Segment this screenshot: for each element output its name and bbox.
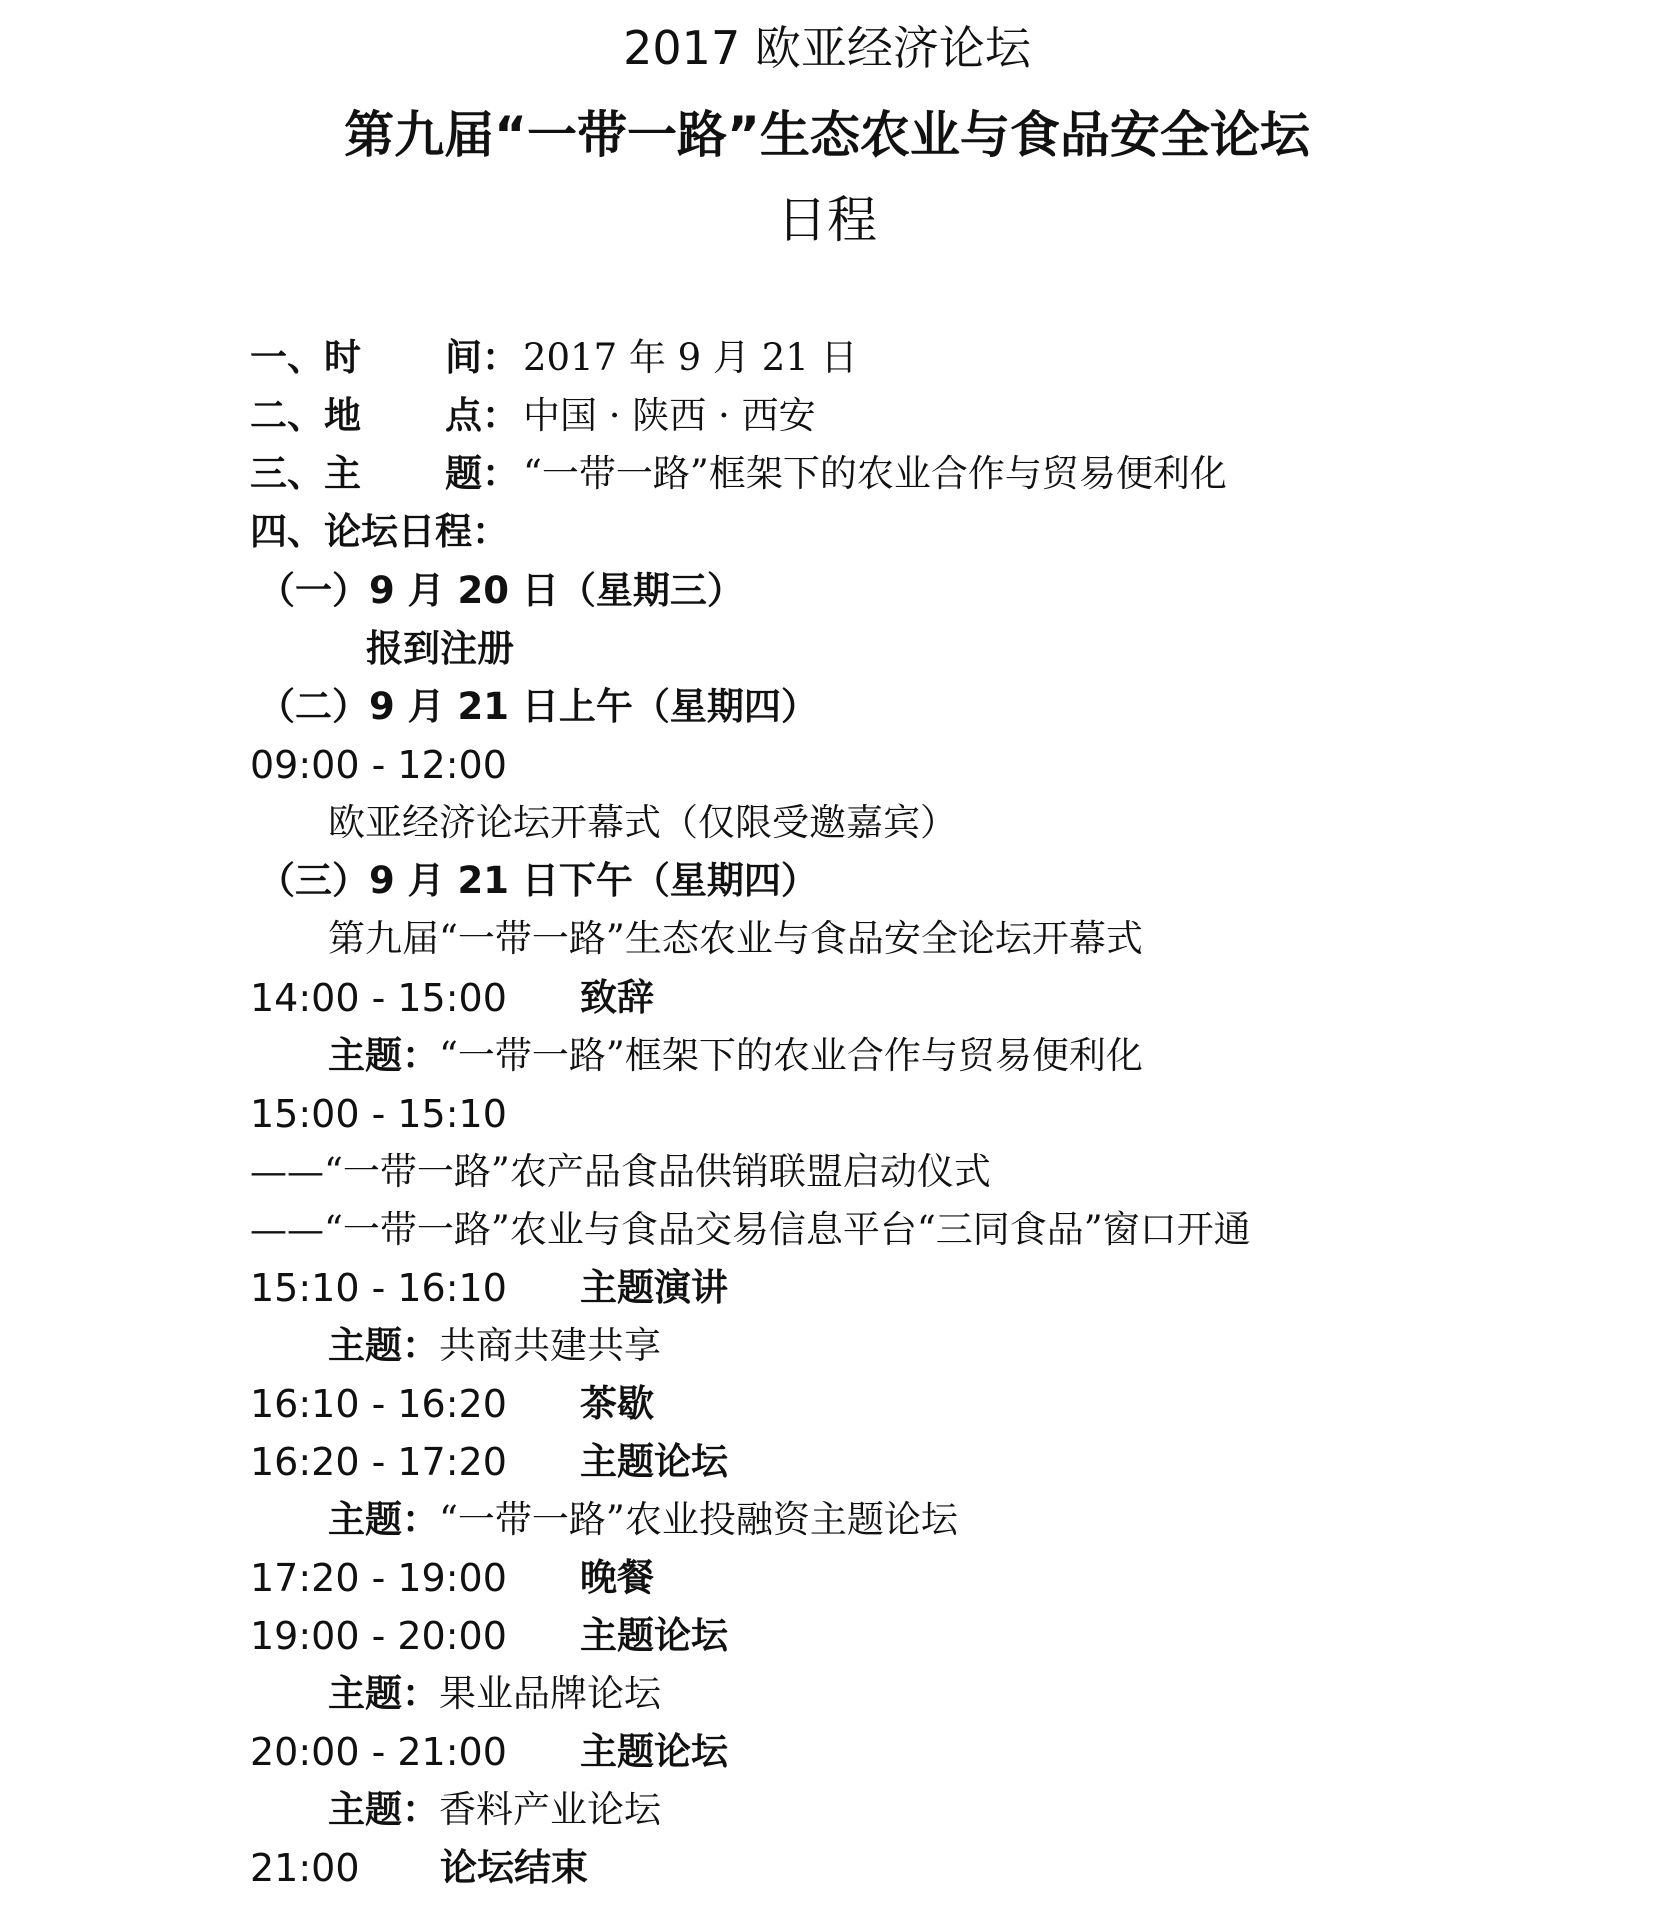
session-4-time: 16:10 - 16:20 <box>250 1382 507 1426</box>
session-2-item-1: ——“一带一路”农产品食品供销联盟启动仪式 <box>250 1150 991 1193</box>
session-3-event: 主题演讲 <box>580 1266 728 1309</box>
session-9 <box>250 1844 588 1892</box>
session-3-theme <box>328 1322 661 1370</box>
day2-heading: （二）9 月 21 日上午（星期四） <box>258 685 818 728</box>
session-6-event: 晚餐 <box>580 1556 654 1599</box>
session-7-theme-label: 主题： <box>328 1672 439 1715</box>
session-7-event: 主题论坛 <box>580 1614 728 1657</box>
day3-opening: 第九届“一带一路”生态农业与食品安全论坛开幕式 <box>328 917 1143 960</box>
session-1-theme <box>328 1032 1143 1080</box>
info-theme-value: “一带一路”框架下的农业合作与贸易便利化 <box>523 452 1227 495</box>
session-1-event: 致辞 <box>580 976 654 1019</box>
session-1-time: 14:00 - 15:00 <box>250 976 507 1020</box>
session-4 <box>250 1380 654 1428</box>
session-7-theme-value: 果业品牌论坛 <box>439 1672 661 1715</box>
info-schedule-heading: 四、论坛日程： <box>250 510 509 553</box>
session-8-time: 20:00 - 21:00 <box>250 1730 507 1774</box>
session-8-theme <box>328 1786 661 1834</box>
info-time-value: 2017 年 9 月 21 日 <box>523 336 858 379</box>
doc-title-line2: 第九届“一带一路”生态农业与食品安全论坛 <box>344 106 1310 164</box>
session-5-theme <box>328 1496 958 1544</box>
session-8-theme-label: 主题： <box>328 1788 439 1831</box>
info-time-label-a: 一、时 <box>250 336 361 379</box>
session-6 <box>250 1554 654 1602</box>
session-7-time: 19:00 - 20:00 <box>250 1614 507 1658</box>
info-time-label-b: 间： <box>445 336 519 379</box>
session-3-theme-value: 共商共建共享 <box>439 1324 661 1367</box>
session-5 <box>250 1438 728 1486</box>
session-8 <box>250 1728 728 1776</box>
day2-item: 欧亚经济论坛开幕式（仅限受邀嘉宾） <box>328 801 957 844</box>
session-5-time: 16:20 - 17:20 <box>250 1440 507 1484</box>
info-place-label-b: 点： <box>445 394 519 437</box>
session-9-event: 论坛结束 <box>440 1846 588 1889</box>
info-theme-label-a: 三、主 <box>250 452 361 495</box>
session-1-theme-value: “一带一路”框架下的农业合作与贸易便利化 <box>439 1034 1143 1077</box>
info-place-value: 中国 · 陕西 · 西安 <box>523 394 816 437</box>
info-place-label-a: 二、地 <box>250 394 361 437</box>
session-8-event: 主题论坛 <box>580 1730 728 1773</box>
session-2-time: 15:00 - 15:10 <box>250 1092 507 1136</box>
day1-heading: （一）9 月 20 日（星期三） <box>258 569 744 612</box>
session-1 <box>250 974 654 1022</box>
day2-time: 09:00 - 12:00 <box>250 743 507 787</box>
session-3 <box>250 1264 728 1312</box>
doc-title-line1: 2017 欧亚经济论坛 <box>623 21 1031 75</box>
session-8-theme-value: 香料产业论坛 <box>439 1788 661 1831</box>
session-7-theme <box>328 1670 661 1718</box>
session-5-theme-label: 主题： <box>328 1498 439 1541</box>
doc-title-line3: 日程 <box>777 191 877 249</box>
session-6-time: 17:20 - 19:00 <box>250 1556 507 1600</box>
session-7 <box>250 1612 728 1660</box>
session-1-theme-label: 主题： <box>328 1034 439 1077</box>
session-9-time: 21:00 <box>250 1846 360 1890</box>
session-5-event: 主题论坛 <box>580 1440 728 1483</box>
session-3-theme-label: 主题： <box>328 1324 439 1367</box>
session-5-theme-value: “一带一路”农业投融资主题论坛 <box>439 1498 958 1541</box>
day3-heading: （三）9 月 21 日下午（星期四） <box>258 859 818 902</box>
day1-item: 报到注册 <box>366 627 514 670</box>
session-2-item-2: ——“一带一路”农业与食品交易信息平台“三同食品”窗口开通 <box>250 1208 1251 1251</box>
session-3-time: 15:10 - 16:10 <box>250 1266 507 1310</box>
info-theme-label-b: 题： <box>445 452 519 495</box>
session-4-event: 茶歇 <box>580 1382 654 1425</box>
